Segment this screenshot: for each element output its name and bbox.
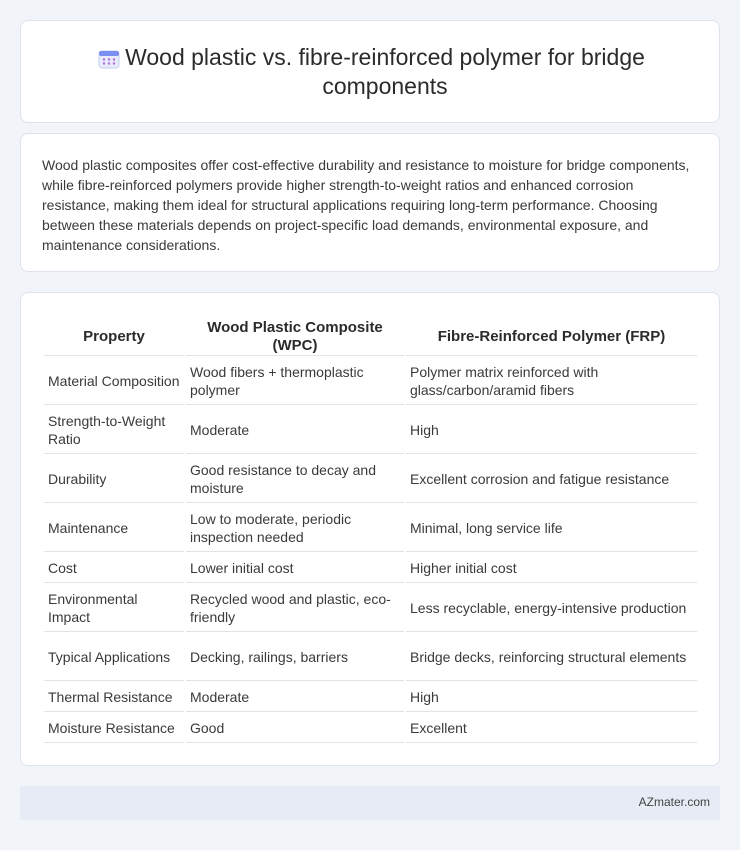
column-header: Wood Plastic Composite (WPC)	[186, 319, 404, 356]
wpc-cell: Lower initial cost	[186, 554, 404, 583]
frp-cell: High	[406, 683, 697, 712]
property-cell: Cost	[44, 554, 184, 583]
property-cell: Typical Applications	[44, 634, 184, 681]
table-header-row	[44, 319, 697, 356]
title-card	[20, 20, 720, 123]
column-header: Property	[44, 319, 184, 356]
comparison-card	[20, 292, 720, 766]
wpc-cell: Low to moderate, periodic inspection needed	[186, 505, 404, 552]
property-cell: Thermal Resistance	[44, 683, 184, 712]
table-row	[44, 358, 697, 405]
wpc-cell: Good resistance to decay and moisture	[186, 456, 404, 503]
frp-cell: Excellent corrosion and fatigue resistance	[406, 456, 697, 503]
table-row	[44, 456, 697, 503]
property-cell: Durability	[44, 456, 184, 503]
frp-cell: Less recyclable, energy-intensive production	[406, 585, 697, 632]
wpc-cell: Good	[186, 714, 404, 743]
intro-card	[20, 133, 720, 272]
table-row	[44, 407, 697, 454]
frp-cell: Higher initial cost	[406, 554, 697, 583]
wpc-cell: Wood fibers + thermoplastic polymer	[186, 358, 404, 405]
table-row	[44, 585, 697, 632]
property-cell: Environmental Impact	[44, 585, 184, 632]
frp-cell: Minimal, long service life	[406, 505, 697, 552]
wpc-cell: Recycled wood and plastic, eco-friendly	[186, 585, 404, 632]
property-cell: Material Composition	[44, 358, 184, 405]
footer-bar	[20, 786, 720, 820]
wpc-cell: Moderate	[186, 407, 404, 454]
table-row	[44, 683, 697, 712]
intro-paragraph: Wood plastic composites offer cost-effective durability and resistance to moisture for bridge components, while fibre-reinforced polymers provide higher strength-to-weight ratios and enhanced corrosion resistance, making them ideal for structural applications requiring long-term performance. Choosing between these materials depends on project-specific load demands, environmental exposure, and maintenance considerations.	[42, 157, 690, 253]
frp-cell: Polymer matrix reinforced with glass/carbon/aramid fibers	[406, 358, 697, 405]
frp-cell: High	[406, 407, 697, 454]
property-cell: Moisture Resistance	[44, 714, 184, 743]
column-header: Fibre-Reinforced Polymer (FRP)	[406, 319, 697, 356]
table-row	[44, 714, 697, 743]
page-title: Wood plastic vs. fibre-reinforced polymer for bridge components	[125, 44, 645, 99]
table-row	[44, 505, 697, 552]
wpc-cell: Decking, railings, barriers	[186, 634, 404, 681]
frp-cell: Bridge decks, reinforcing structural elements	[406, 634, 697, 681]
frp-cell: Excellent	[406, 714, 697, 743]
property-cell: Strength-to-Weight Ratio	[44, 407, 184, 454]
table-row	[44, 554, 697, 583]
table-row	[44, 634, 697, 681]
comparison-table	[42, 317, 699, 745]
footer-brand-link[interactable]: AZmater.com	[638, 795, 710, 809]
wpc-cell: Moderate	[186, 683, 404, 712]
property-cell: Maintenance	[44, 505, 184, 552]
